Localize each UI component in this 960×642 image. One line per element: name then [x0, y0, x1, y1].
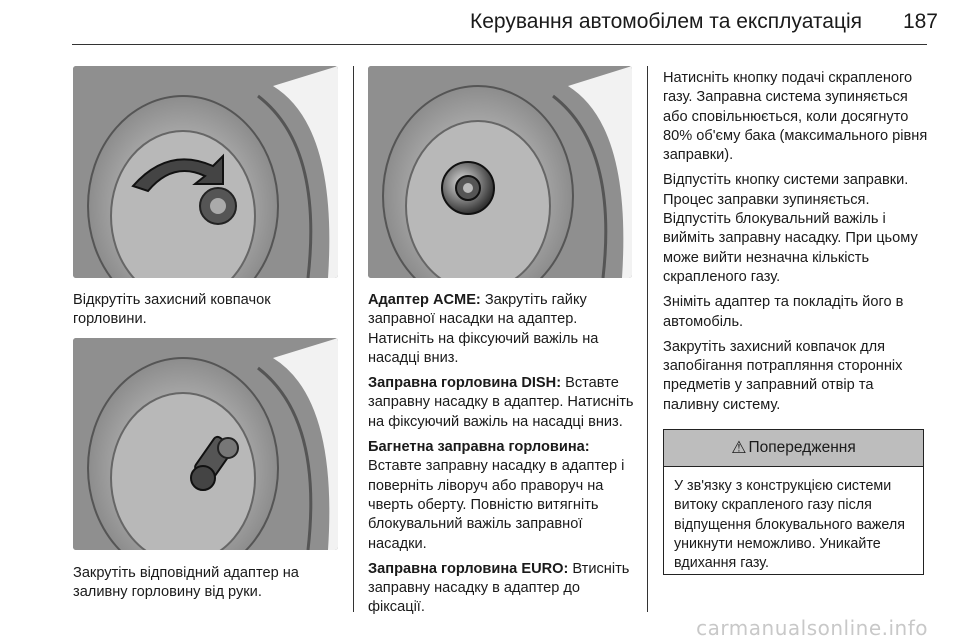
caption-screw-adapter: Закрутіть відповідний адаптер на заливну горловину від руки.	[73, 565, 299, 601]
fuel-door-cap-illustration	[73, 66, 338, 278]
column-divider-right	[647, 66, 648, 612]
euro-label: Заправна горловина EURO:	[368, 560, 569, 577]
bayonet-label: Багнетна заправна горловина:	[368, 439, 590, 456]
watermark: carmanualsonline.info	[696, 616, 928, 640]
warning-header	[664, 430, 923, 467]
euro-paragraph	[368, 560, 640, 618]
adapter-closeup-illustration	[368, 66, 632, 278]
dish-text: Вставте заправну насадку в адаптер. Натисніть на фіксуючий важіль на насадці вниз.	[368, 375, 634, 430]
bayonet-paragraph	[368, 438, 640, 554]
caption-remove-cap: Відкрутіть захисний ковпачок горловини.	[73, 292, 271, 328]
warning-triangle-icon: ⚠	[731, 438, 747, 457]
euro-text: Втисніть заправну насадку в адаптер до фіксації.	[368, 560, 630, 616]
column2-text	[368, 291, 640, 624]
paragraph-release-button: Відпустіть кнопку системи заправки. Процес заправки зупиняється. Відпустіть блокувальний важіль і вийміть заправну насадку. При цьому може вийти незначна кількість скрапленого газу.	[663, 172, 918, 285]
acme-paragraph	[368, 291, 640, 368]
warning-text: У зв'язку з конструкцією системи витоку скрапленого газу після відпущення блокувального важеля уникнути неможливо. Уникайте вдихання газу.	[674, 478, 905, 572]
header-rule	[72, 44, 927, 45]
column3-text	[663, 69, 929, 421]
acme-label: Адаптер ACME:	[368, 292, 481, 308]
bayonet-text: Вставте заправну насадку в адаптер і поверніть ліворуч або праворуч на чверть оберту. Повністю витягніть блокувальний важіль заправної насадки.	[368, 458, 625, 552]
column-divider-left	[353, 66, 354, 612]
acme-text: Закрутіть гайку заправної насадки на адаптер. Натисніть на фіксуючий важіль на насадці вниз.	[368, 292, 599, 366]
paragraph-press-button: Натисніть кнопку подачі скрапленого газу. Заправна система зупиняється або сповільнюється, коли досягнуто 80% об'єму бака (максимального рівня заправки).	[663, 70, 928, 164]
page-number: 187	[902, 10, 938, 33]
dish-label: Заправна горловина DISH:	[368, 375, 562, 392]
dish-paragraph	[368, 374, 640, 432]
figure-screw-adapter	[73, 338, 338, 550]
paragraph-remove-adapter: Зніміть адаптер та покладіть його в автомобіль.	[663, 294, 904, 330]
figure-remove-cap	[73, 66, 338, 278]
warning-title: Попередження	[748, 439, 856, 456]
fuel-adapter-illustration	[73, 338, 338, 550]
page-title: Керування автомобілем та експлуатація	[470, 10, 863, 33]
figure-adapter-installed	[368, 66, 632, 278]
paragraph-close-cap: Закрутіть захисний ковпачок для запобігання потрапляння сторонніх предметів у заправний отвір та паливну систему.	[663, 338, 903, 413]
warning-box	[663, 429, 924, 575]
